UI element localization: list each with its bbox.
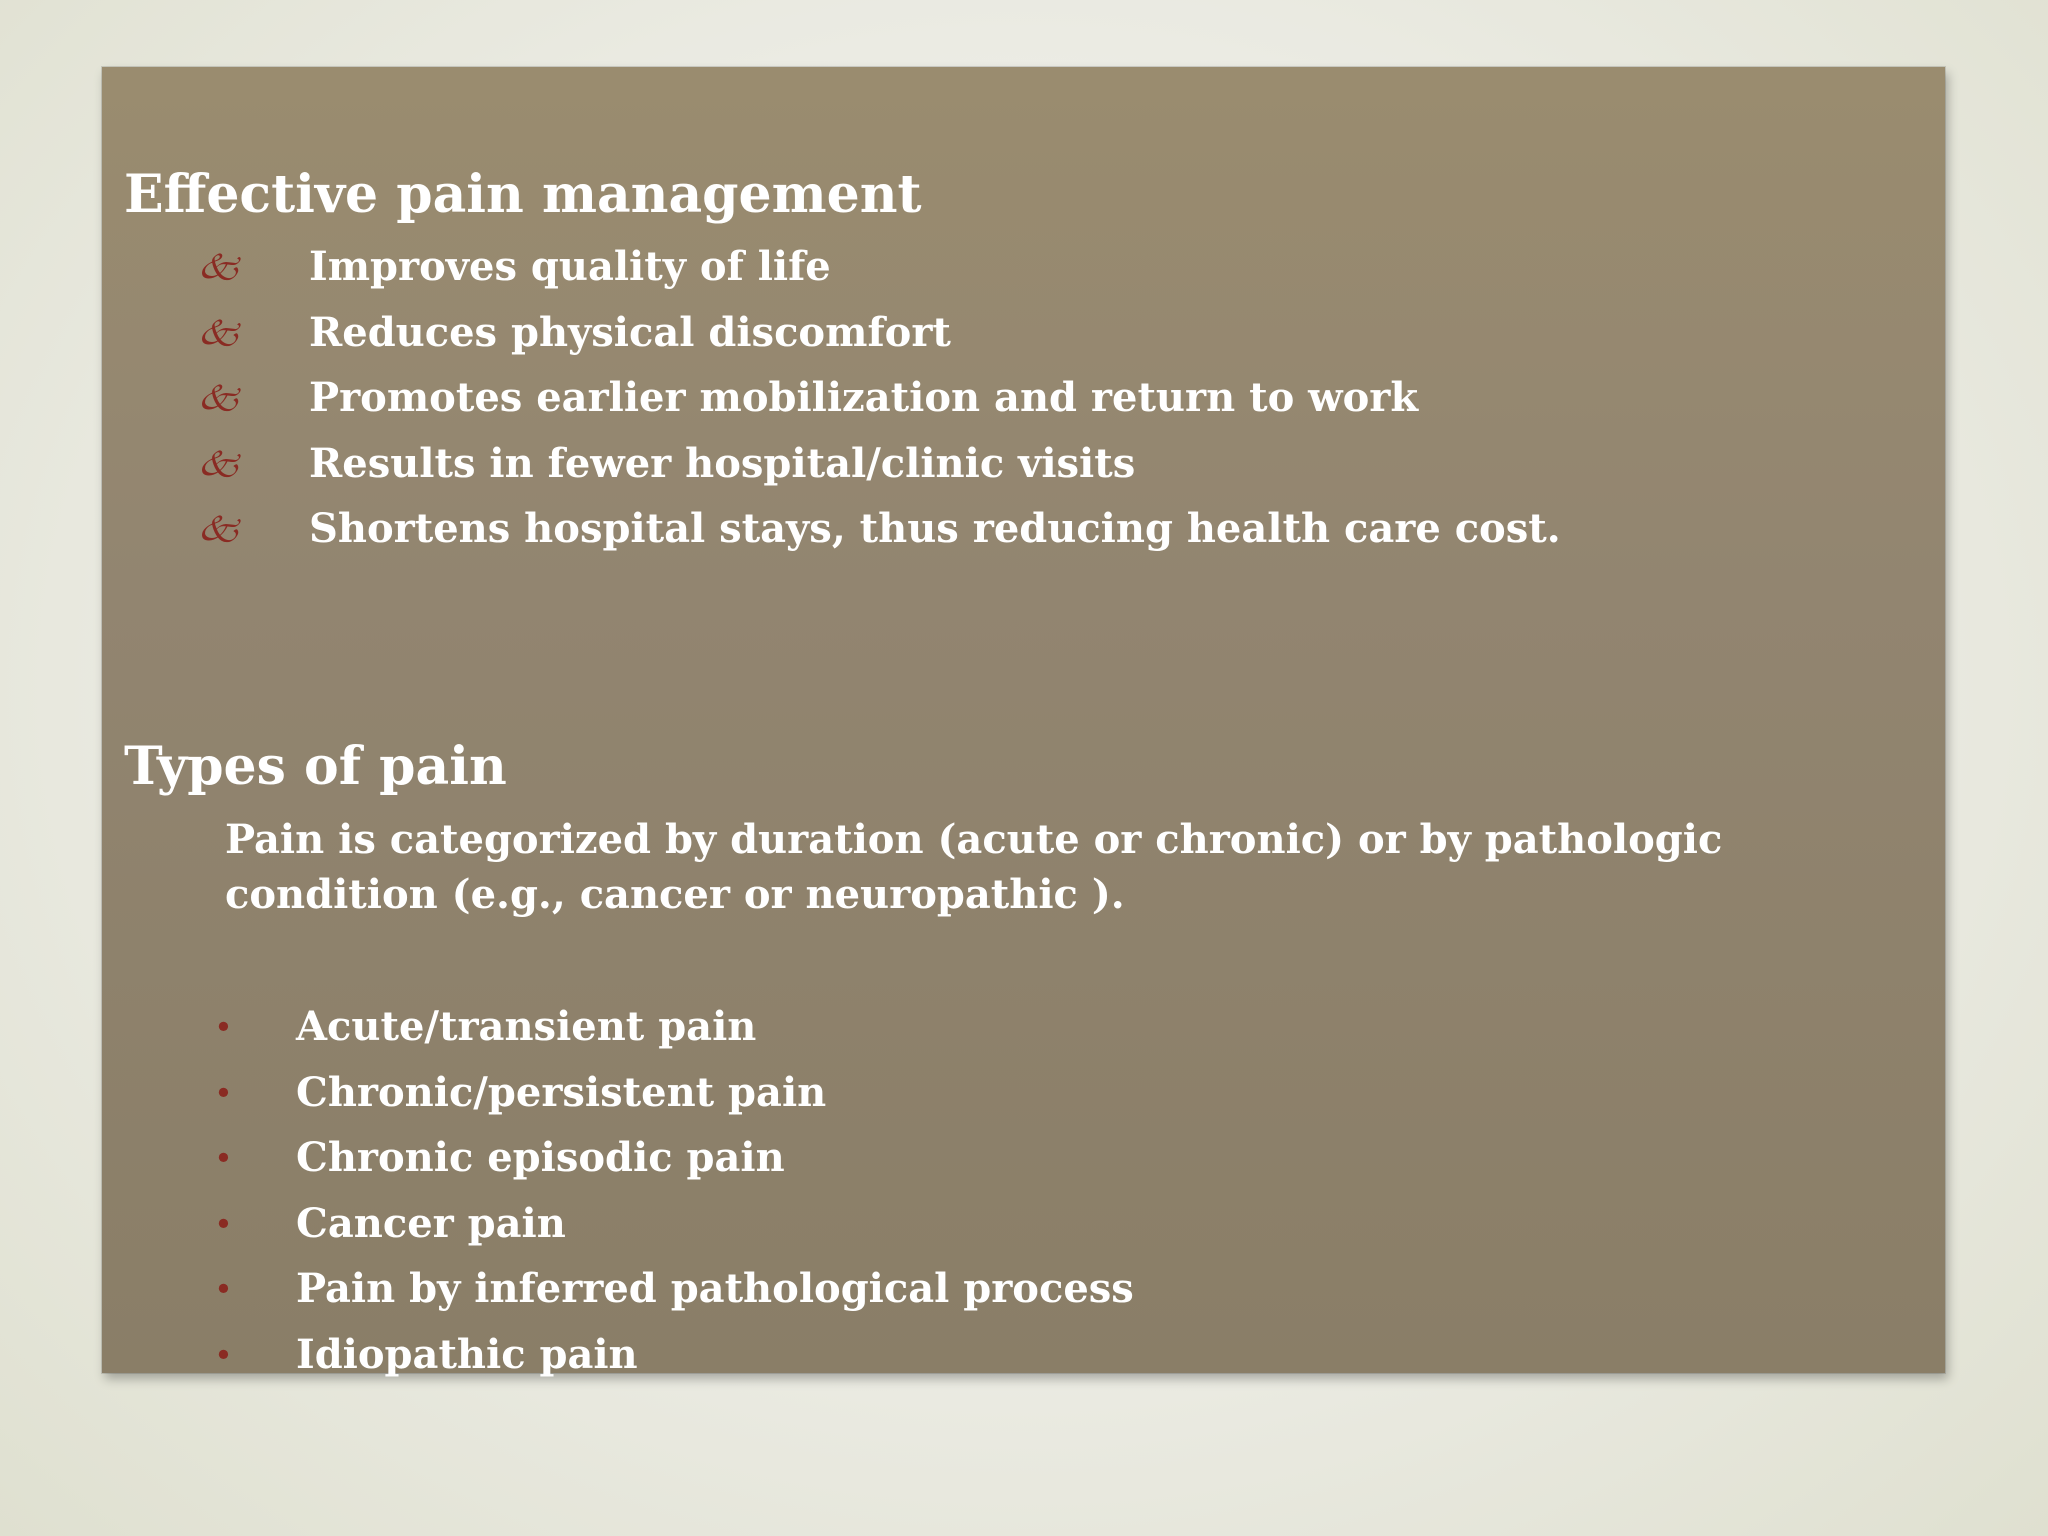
section-heading-types-of-pain: Types of pain — [124, 736, 507, 797]
list-item-text: Cancer pain — [296, 1199, 566, 1247]
list-item — [197, 376, 1561, 442]
list-item-text: Chronic/persistent pain — [296, 1068, 827, 1116]
list-item — [214, 1330, 1134, 1399]
list-item-text: Promotes earlier mobilization and return to work — [309, 374, 1419, 421]
dot-bullet-icon: • — [214, 1204, 233, 1243]
swash-bullet-icon: 🙵 — [197, 443, 238, 484]
list-item — [197, 245, 1561, 311]
list-item — [214, 1267, 1134, 1333]
dot-bullet-icon: • — [214, 1073, 233, 1112]
list-item-text: Reduces physical discomfort — [309, 308, 951, 356]
list-item-text: Results in fewer hospital/clinic visits — [309, 439, 1136, 487]
list-item-text: Idiopathic pain — [296, 1330, 638, 1378]
swash-bullet-icon: 🙵 — [197, 312, 238, 353]
dot-bullet-icon: • — [214, 1139, 233, 1177]
list-item — [214, 1136, 1134, 1202]
benefits-list — [197, 245, 1561, 573]
list-item — [197, 439, 1561, 508]
list-item — [214, 1005, 1134, 1071]
list-item-text: Acute/transient pain — [296, 1003, 757, 1050]
list-item-text: Shortens hospital stays, thus reducing health care cost. — [309, 505, 1561, 552]
pain-types-list — [214, 1005, 1134, 1398]
types-description: Pain is categorized by duration (acute or chronic) or by pathologic condition (e.g., cancer or neuropathic ). — [225, 816, 1723, 918]
list-item-text: Chronic episodic pain — [296, 1134, 785, 1181]
section-heading-effective-pain-management: Effective pain management — [124, 164, 922, 225]
list-item — [197, 308, 1561, 377]
swash-bullet-icon: 🙵 — [197, 509, 238, 549]
swash-bullet-icon: 🙵 — [197, 247, 238, 287]
list-item — [214, 1068, 1134, 1137]
content-panel — [102, 67, 1945, 1378]
dot-bullet-icon: • — [214, 1335, 233, 1374]
list-item — [214, 1199, 1134, 1268]
list-item — [197, 507, 1561, 573]
swash-bullet-icon: 🙵 — [197, 378, 238, 418]
dot-bullet-icon: • — [214, 1008, 233, 1046]
dot-bullet-icon: • — [214, 1270, 233, 1308]
list-item-text: Improves quality of life — [309, 243, 831, 290]
list-item-text: Pain by inferred pathological process — [296, 1265, 1134, 1312]
